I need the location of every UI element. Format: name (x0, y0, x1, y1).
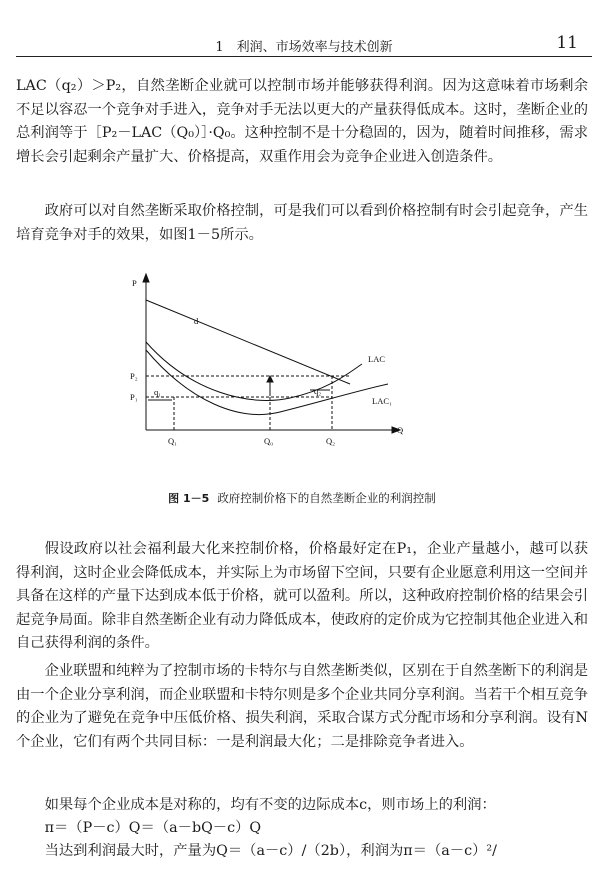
label-lac1: LAC₁ (372, 396, 392, 406)
label-lac: LAC (368, 354, 385, 364)
label-Q0: Q₀ (264, 436, 274, 446)
lac-curve (146, 342, 362, 400)
label-d: d (194, 316, 199, 326)
label-Q2: Q₂ (326, 436, 336, 446)
paragraph-6: 当达到利润最大时，产量为Q＝（a－c）/（2b），利润为π＝（a－c）²/ (44, 843, 497, 859)
label-p: P (132, 278, 137, 288)
figure-caption-text: 政府控制价格下的自然垄断企业的利润控制 (217, 491, 436, 505)
paragraph-1: LAC（q₂）＞P₂，自然垄断企业就可以控制市场并能够获得利润。因为这意味着市场剩余不足以容忍一个竞争对手进入，竞争对手无法以更大的产量获得低成本。这时，垄断企业的总利润等于［P₂－LAC（Q₀）］·Q₀。这种控制不是十分稳固的，因为，随着时间推移，需求增长会引起剩余产量扩大、价格提高，双重作用会为竞争企业进入创造条件。 (16, 78, 588, 165)
label-p1: P₁ (130, 392, 138, 402)
label-q: Q (397, 425, 404, 435)
running-title: 1 利润、市场效率与技术创新 (215, 40, 393, 55)
figure-number: 图 1－5 (168, 492, 210, 505)
paragraph-2: 政府可以对自然垄断采取价格控制，可是我们可以看到价格控制有时会引起竞争，产生培育竞争对手的效果，如图1－5所示。 (16, 203, 588, 243)
page-header (16, 30, 592, 57)
p-axis-arrow (143, 274, 149, 282)
label-q2-small: q₂ (314, 386, 322, 396)
figure-caption (0, 490, 604, 506)
label-Q1: Q₁ (168, 436, 178, 446)
paragraph-4: 企业联盟和纯粹为了控制市场的卡特尔与自然垄断类似，区别在于自然垄断下的利润是由一个企业分享利润，而企业联盟和卡特尔则是多个企业共同分享利润。当若干个相互竞争的企业为了避免在竞争中压低价格、损失利润，采取合谋方式分配市场和分享利润。设有N个企业，它们有两个共同目标：一是利润最大化；二是排除竞争者进入。 (16, 663, 588, 750)
demand-curve-d (146, 300, 350, 384)
formula-profit: π＝（P－c）Q＝（a－bQ－c）Q (44, 820, 262, 836)
page-number: 11 (556, 33, 578, 53)
label-p2: P₂ (130, 371, 138, 381)
paragraph-5: 如果每个企业成本是对称的，均有不变的边际成本c，则市场上的利润： (44, 797, 496, 813)
figure-1-5 (110, 272, 430, 462)
label-q1-small: q₁ (154, 387, 162, 397)
profit-arrow-head (267, 376, 273, 382)
paragraph-3: 假设政府以社会福利最大化来控制价格，价格最好定在P₁，企业产量越小，越可以获得利润，这时企业会降低成本，并实际上为市场留下空间，只要有企业愿意利用这一空间并具备在这样的产量下达到成本低于价格，就可以盈利。所以，这种政府控制价格的结果会引起竞争局面。除非自然垄断企业有动力降低成本，使政府的定价成为它控制其他企业进入和自己获得利润的条件。 (16, 541, 588, 652)
